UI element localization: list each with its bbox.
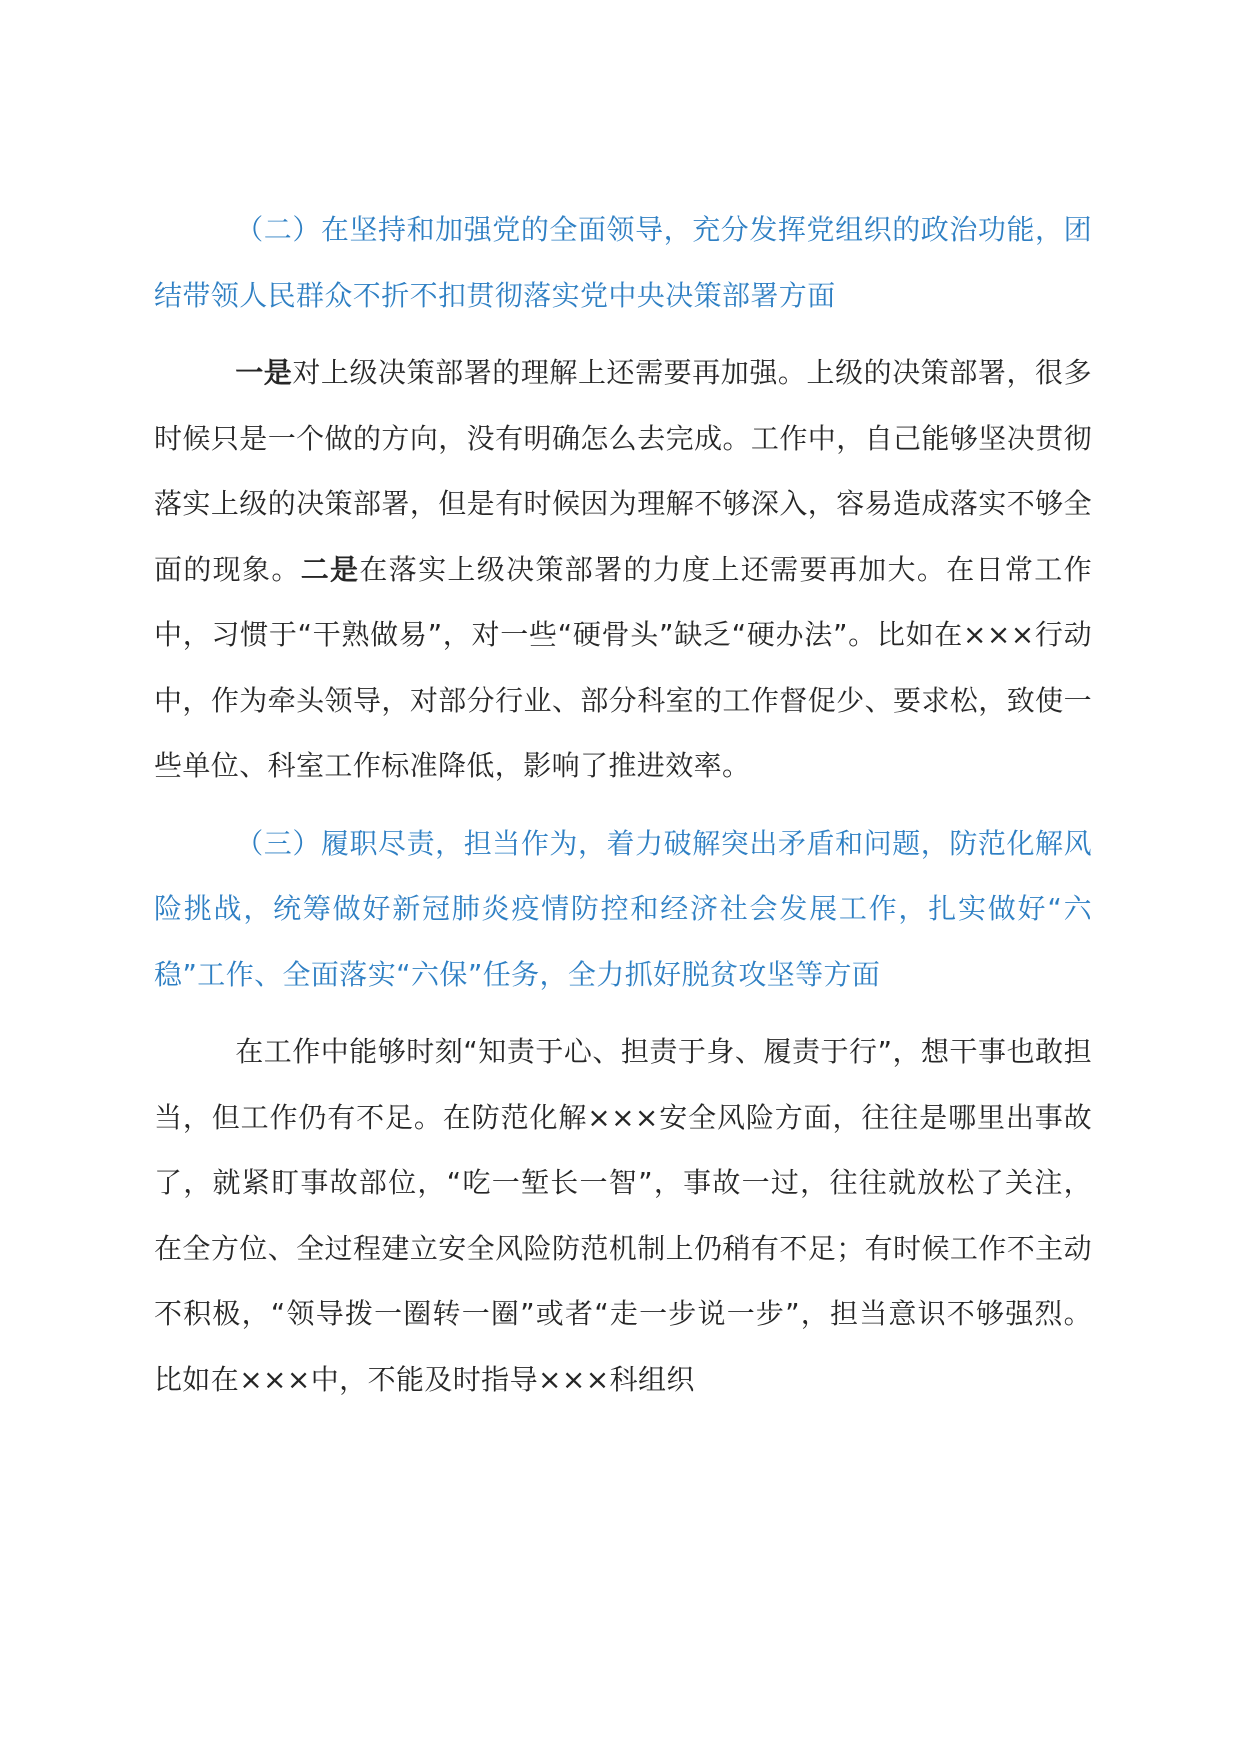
section-heading-2: （二）在坚持和加强党的全面领导，充分发挥党组织的政治功能，团结带领人民群众不折不扣贯彻落实党中央决策部署方面 [154,213,1092,312]
point-one-text: 对上级决策部署的理解上还需要再加强。上级的决策部署，很多时候只是一个做的方向，没有明确怎么去完成。工作中，自己能够坚决贯彻落实上级的决策部署，但是有时候因为理解不够深入，容易造成落实不够全面的现象。 [154,356,1092,586]
point-two-label: 二是 [300,552,360,586]
section-heading-3: （三）履职尽责，担当作为，着力破解突出矛盾和问题，防范化解风险挑战，统筹做好新冠肺炎疫情防控和经济社会发展工作，扎实做好“六稳”工作、全面落实“六保”任务，全力抓好脱贫攻坚等方面 [154,826,1092,991]
point-two-text: 在落实上级决策部署的力度上还需要再加大。在日常工作中，习惯于“干熟做易”，对一些“硬骨头”缺乏“硬办法”。比如在×××行动中，作为牵头领导，对部分行业、部分科室的工作督促少、要求松，致使一些单位、科室工作标准降低，影响了推进效率。 [154,552,1092,782]
point-one-label: 一是 [235,356,293,389]
section-3-paragraph: 在工作中能够时刻“知责于心、担责于身、履责于行”，想干事也敢担当，但工作仍有不足。在防范化解×××安全风险方面，往往是哪里出事故了，就紧盯事故部位，“吃一堑长一智”，事故一过，往往就放松了关注，在全方位、全过程建立安全风险防范机制上仍稍有不足；有时候工作不主动不积极，“领导拨一圈转一圈”或者“走一步说一步”，担当意识不够强烈。比如在×××中，不能及时指导×××科组织 [154,1035,1092,1396]
document-body [154,214,1092,1424]
section-2-paragraph [154,340,1092,799]
